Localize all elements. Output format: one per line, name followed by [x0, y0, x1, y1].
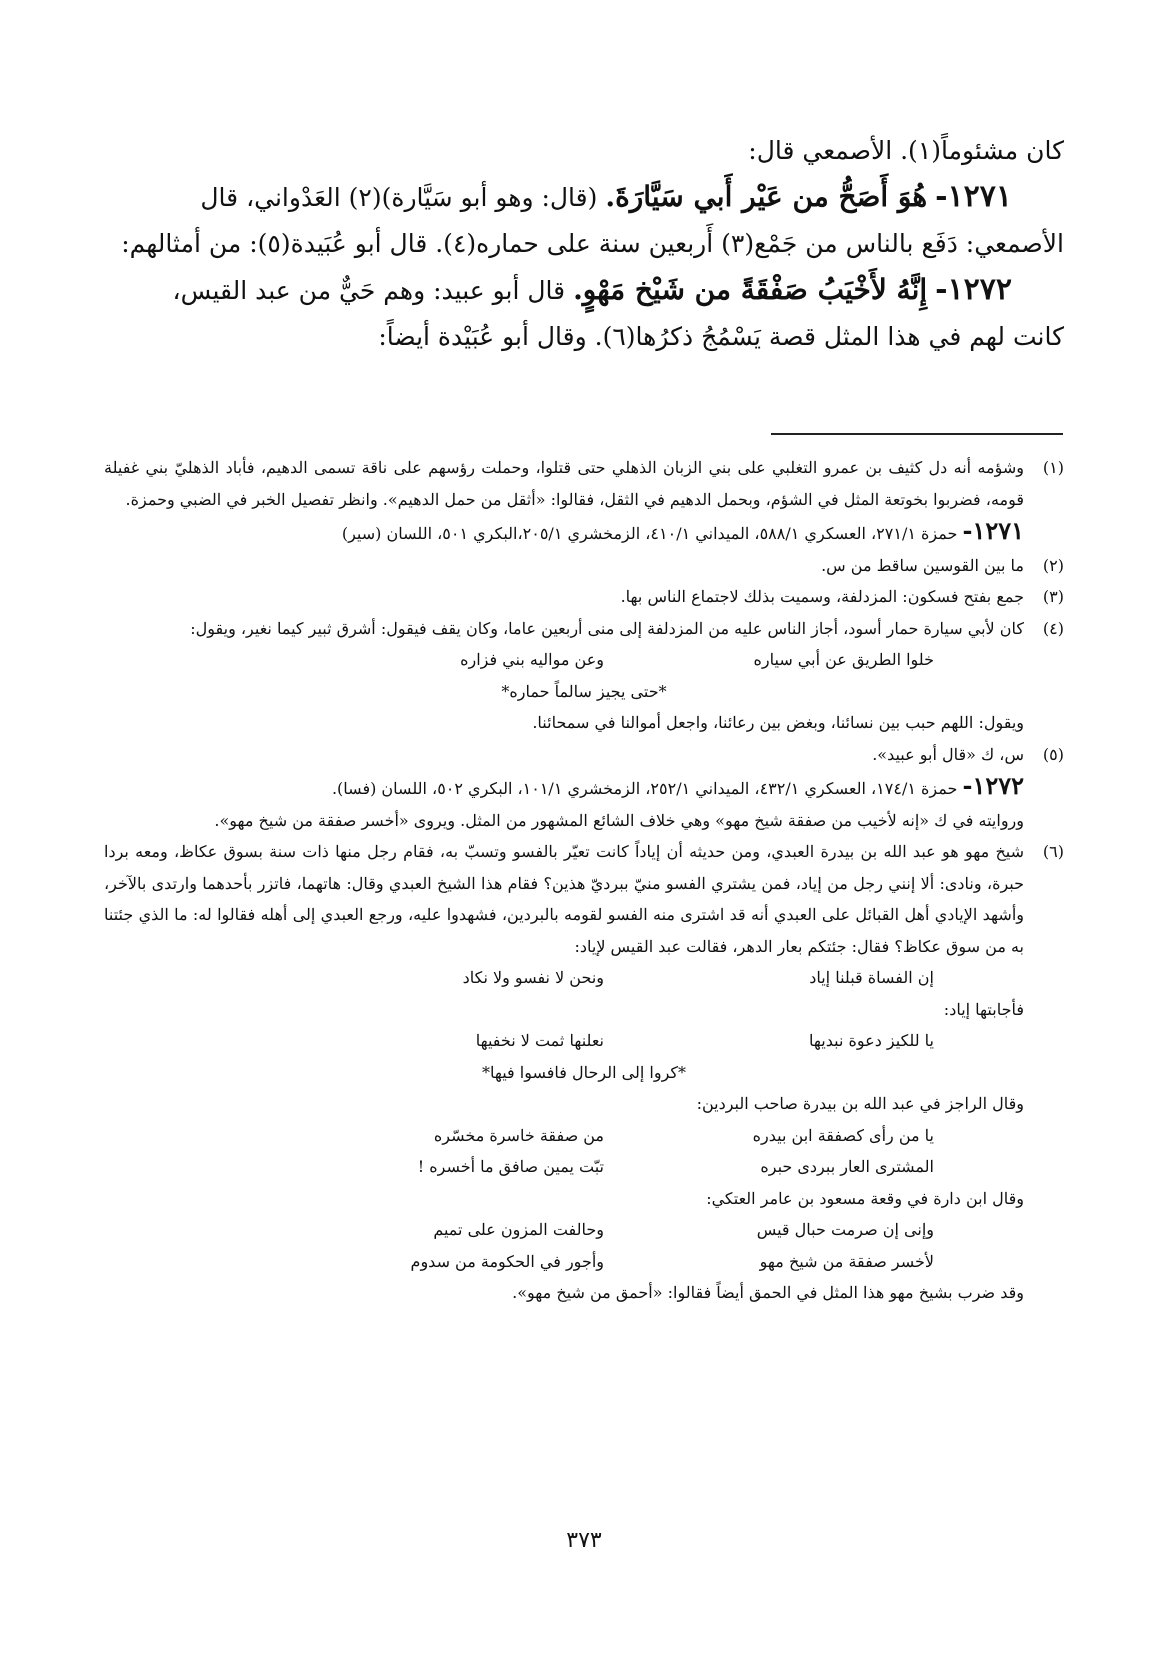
- entry-1272: [104, 267, 1064, 314]
- entry-1271: [104, 174, 1064, 221]
- verse-line: [104, 1151, 1064, 1183]
- ibn-dara-line: وقال ابن دارة في وقعة مسعود بن عامر العتكي:: [706, 1188, 1024, 1208]
- entry-rest: (قال: وهو أبو سَيَّارة)(٢) العَدْواني، قال: [200, 183, 606, 212]
- verse-line: [104, 962, 1064, 994]
- hemistich: نعلنها ثمت لا نخفيها: [475, 1031, 604, 1050]
- proverb: إِنَّهُ لأَخْيَبُ صَفْقَةً من شَيْخ مَهْوٍ.: [573, 273, 928, 306]
- footnotes: [104, 452, 1064, 1309]
- hemistich: يا للكيز دعوة نبديها: [809, 1031, 934, 1050]
- footnote-divider: [771, 433, 1063, 435]
- final-line: وقد ضرب بشيخ مهو هذا المثل في الحمق أيضاً فقالوا: «أحمق من شيخ مهو».: [512, 1283, 1024, 1302]
- entry-text: كانت لهم في هذا المثل قصة يَسْمُجُ ذكرُها(٦). وقال أبو عُبَيْدة أيضاً:: [378, 322, 1064, 351]
- entry-1271-cont: [104, 221, 1064, 267]
- footnote-text: شيخ مهو هو عبد الله بن بيدرة العبدي، ومن حديثه أن إياداً كانت تعيّر بالفسو وتسبّ به، فقام رجل منها ذات سنة بسوق عكاظ، ومعه بردا حبرة، ونادى: ألا إنني رجل من إياد، فمن يشتري الفسو منيّ ببرديّ هذين؟ فقام هذا الشيخ العبدي وقال: هاتهما، فاتزر بأحدهما وارتدى بالآخر، وأشهد الإيادي أهل القبائل على العبدي أنه قد اشترى منه الفسو لقومه بالبردين، فشهدوا عليه، ورجع العبدي إلى أهله فقالوا له: ما الذي جئتنا به من سوق عكاظ؟ فقال: جئتكم بعار الدهر، فقالت عبد القيس لإياد:: [104, 842, 1024, 956]
- hemistich: وعن مواليه بني فزاره: [460, 650, 604, 669]
- source-number: ١٢٧١-: [962, 516, 1024, 545]
- hemistich: تبّت يمين صافق ما أخسره !: [417, 1157, 604, 1176]
- verse-line: [104, 1246, 1064, 1278]
- entry-number: ١٢٧٢-: [935, 272, 1012, 307]
- hemistich: خلوا الطريق عن أبي سياره: [753, 650, 934, 669]
- verse-line: [104, 644, 1064, 676]
- hemistich: المشترى العار ببردى حبره: [760, 1157, 934, 1176]
- hemistich: ونحن لا نفسو ولا نكاد: [462, 968, 604, 987]
- rajiz-line: وقال الراجز في عبد الله بن بيدرة صاحب البردين:: [696, 1094, 1024, 1113]
- sources-1272: [104, 770, 1064, 805]
- source-number: ١٢٧٢-: [962, 771, 1024, 800]
- hemistich: لأخسر صفقة من شيخ مهو: [759, 1251, 934, 1271]
- footnote-marker: (٥): [1042, 744, 1064, 764]
- footnote-marker: (٣): [1042, 587, 1064, 606]
- footnote-text: ما بين القوسين ساقط من س.: [821, 555, 1024, 575]
- entry-1272-cont: [104, 314, 1064, 360]
- hemistich: وأجور في الحكومة من سدوم: [410, 1251, 604, 1271]
- hemistich: إن الفساة قبلنا إياد: [809, 968, 934, 987]
- verse-line: [104, 1120, 1064, 1152]
- footnote-6: [104, 836, 1064, 962]
- footnote-1: [104, 452, 1064, 515]
- entry-number: ١٢٧١-: [935, 179, 1012, 214]
- source-text: حمزة ١٧٤/١، العسكري ٤٣٢/١، الميداني ٢٥٢/١، الزمخشري ١٠١/١، البكري ٥٠٢، اللسان (فسا).: [331, 779, 963, 798]
- footnote-text: كان لأبي سيارة حمار أسود، أجاز الناس عليه من المزدلفة إلى منى أربعين عاما، وكان يقف فيقول: أشرق ثبير كيما نغير، ويقول:: [190, 618, 1024, 638]
- footnote-marker: (٢): [1042, 555, 1064, 575]
- reply-line: فأجابتها إياد:: [943, 999, 1024, 1019]
- intro-text: كان مشئوماً(١). الأصمعي قال:: [748, 136, 1064, 165]
- proverb: هُوَ أَصَحُّ من عَيْر أَبي سَيَّارَةَ.: [605, 180, 928, 213]
- footnote-5: [104, 739, 1064, 771]
- footnote-text: س، ك «قال أبو عبيد».: [872, 744, 1024, 764]
- hemistich: يا من رأى كصفقة ابن بيدره: [752, 1125, 934, 1145]
- sources-1272-note: وروايته في ك «إنه لأخيب من صفقة شيخ مهو» وهي خلاف الشائع المشهور من المثل. ويروى «أخسر صفقة من شيخ مهو».: [214, 810, 1024, 830]
- footnote-text: جمع بفتح فسكون: المزدلفة، وسميت بذلك لاجتماع الناس بها.: [620, 587, 1024, 606]
- verse-line: [104, 1214, 1064, 1246]
- footnote-text: وشؤمه أنه دل كثيف بن عمرو التغلبي على بني الزبان الذهلي حتى قتلوا، وحملت رؤسهم على ناقة تسمى الدهيم، فأباد الذهليّ بني غفيلة قومه، فضربوا بخوتعة المثل في الشؤم، وبحمل الدهيم في الثقل، فقالوا: «أثقل من حمل الدهيم». وانظر تفصيل الخبر في الضبي وحمزة.: [104, 458, 1024, 509]
- sources-1271: [104, 515, 1064, 550]
- source-text: حمزة ٢٧١/١، العسكري ٥٨٨/١، الميداني ٤١٠/١، الزمخشري ٢٠٥/١،البكري ٥٠١، اللسان (سير): [341, 524, 963, 543]
- verse-line-centered: *حتى يجيز سالماً حماره*: [501, 681, 667, 701]
- entry-text: الأصمعي: دَفَع بالناس من جَمْع(٣) أَربعين سنة على حماره(٤). قال أبو عُبَيدة(٥): من أمثالهم:: [121, 229, 1064, 258]
- hemistich: من صفقة خاسرة مخسّره: [433, 1125, 604, 1145]
- footnote-3: [104, 581, 1064, 613]
- verse-line-centered: *كروا إلى الرحال فافسوا فيها*: [481, 1062, 687, 1082]
- footnote-2: [104, 550, 1064, 582]
- footnote-4: [104, 613, 1064, 645]
- footnote-marker: (٤): [1042, 618, 1064, 638]
- footnote-marker: (١): [1042, 458, 1064, 477]
- prayer-line: ويقول: اللهم حبب بين نسائنا، وبغض بين رعائنا، واجعل أموالنا في سمحائنا.: [532, 713, 1024, 732]
- verse-line: [104, 1025, 1064, 1057]
- page-number: ٣٧٣: [566, 1528, 602, 1553]
- main-text: [104, 128, 1064, 360]
- intro-line: [104, 128, 1064, 174]
- entry-rest: قال أبو عبيد: وهم حَيٌّ من عبد القيس،: [172, 276, 574, 305]
- footnote-marker: (٦): [1042, 842, 1064, 861]
- hemistich: وإنى إن صرمت حبال قيس: [756, 1220, 934, 1239]
- hemistich: وحالفت المزون على تميم: [433, 1220, 604, 1239]
